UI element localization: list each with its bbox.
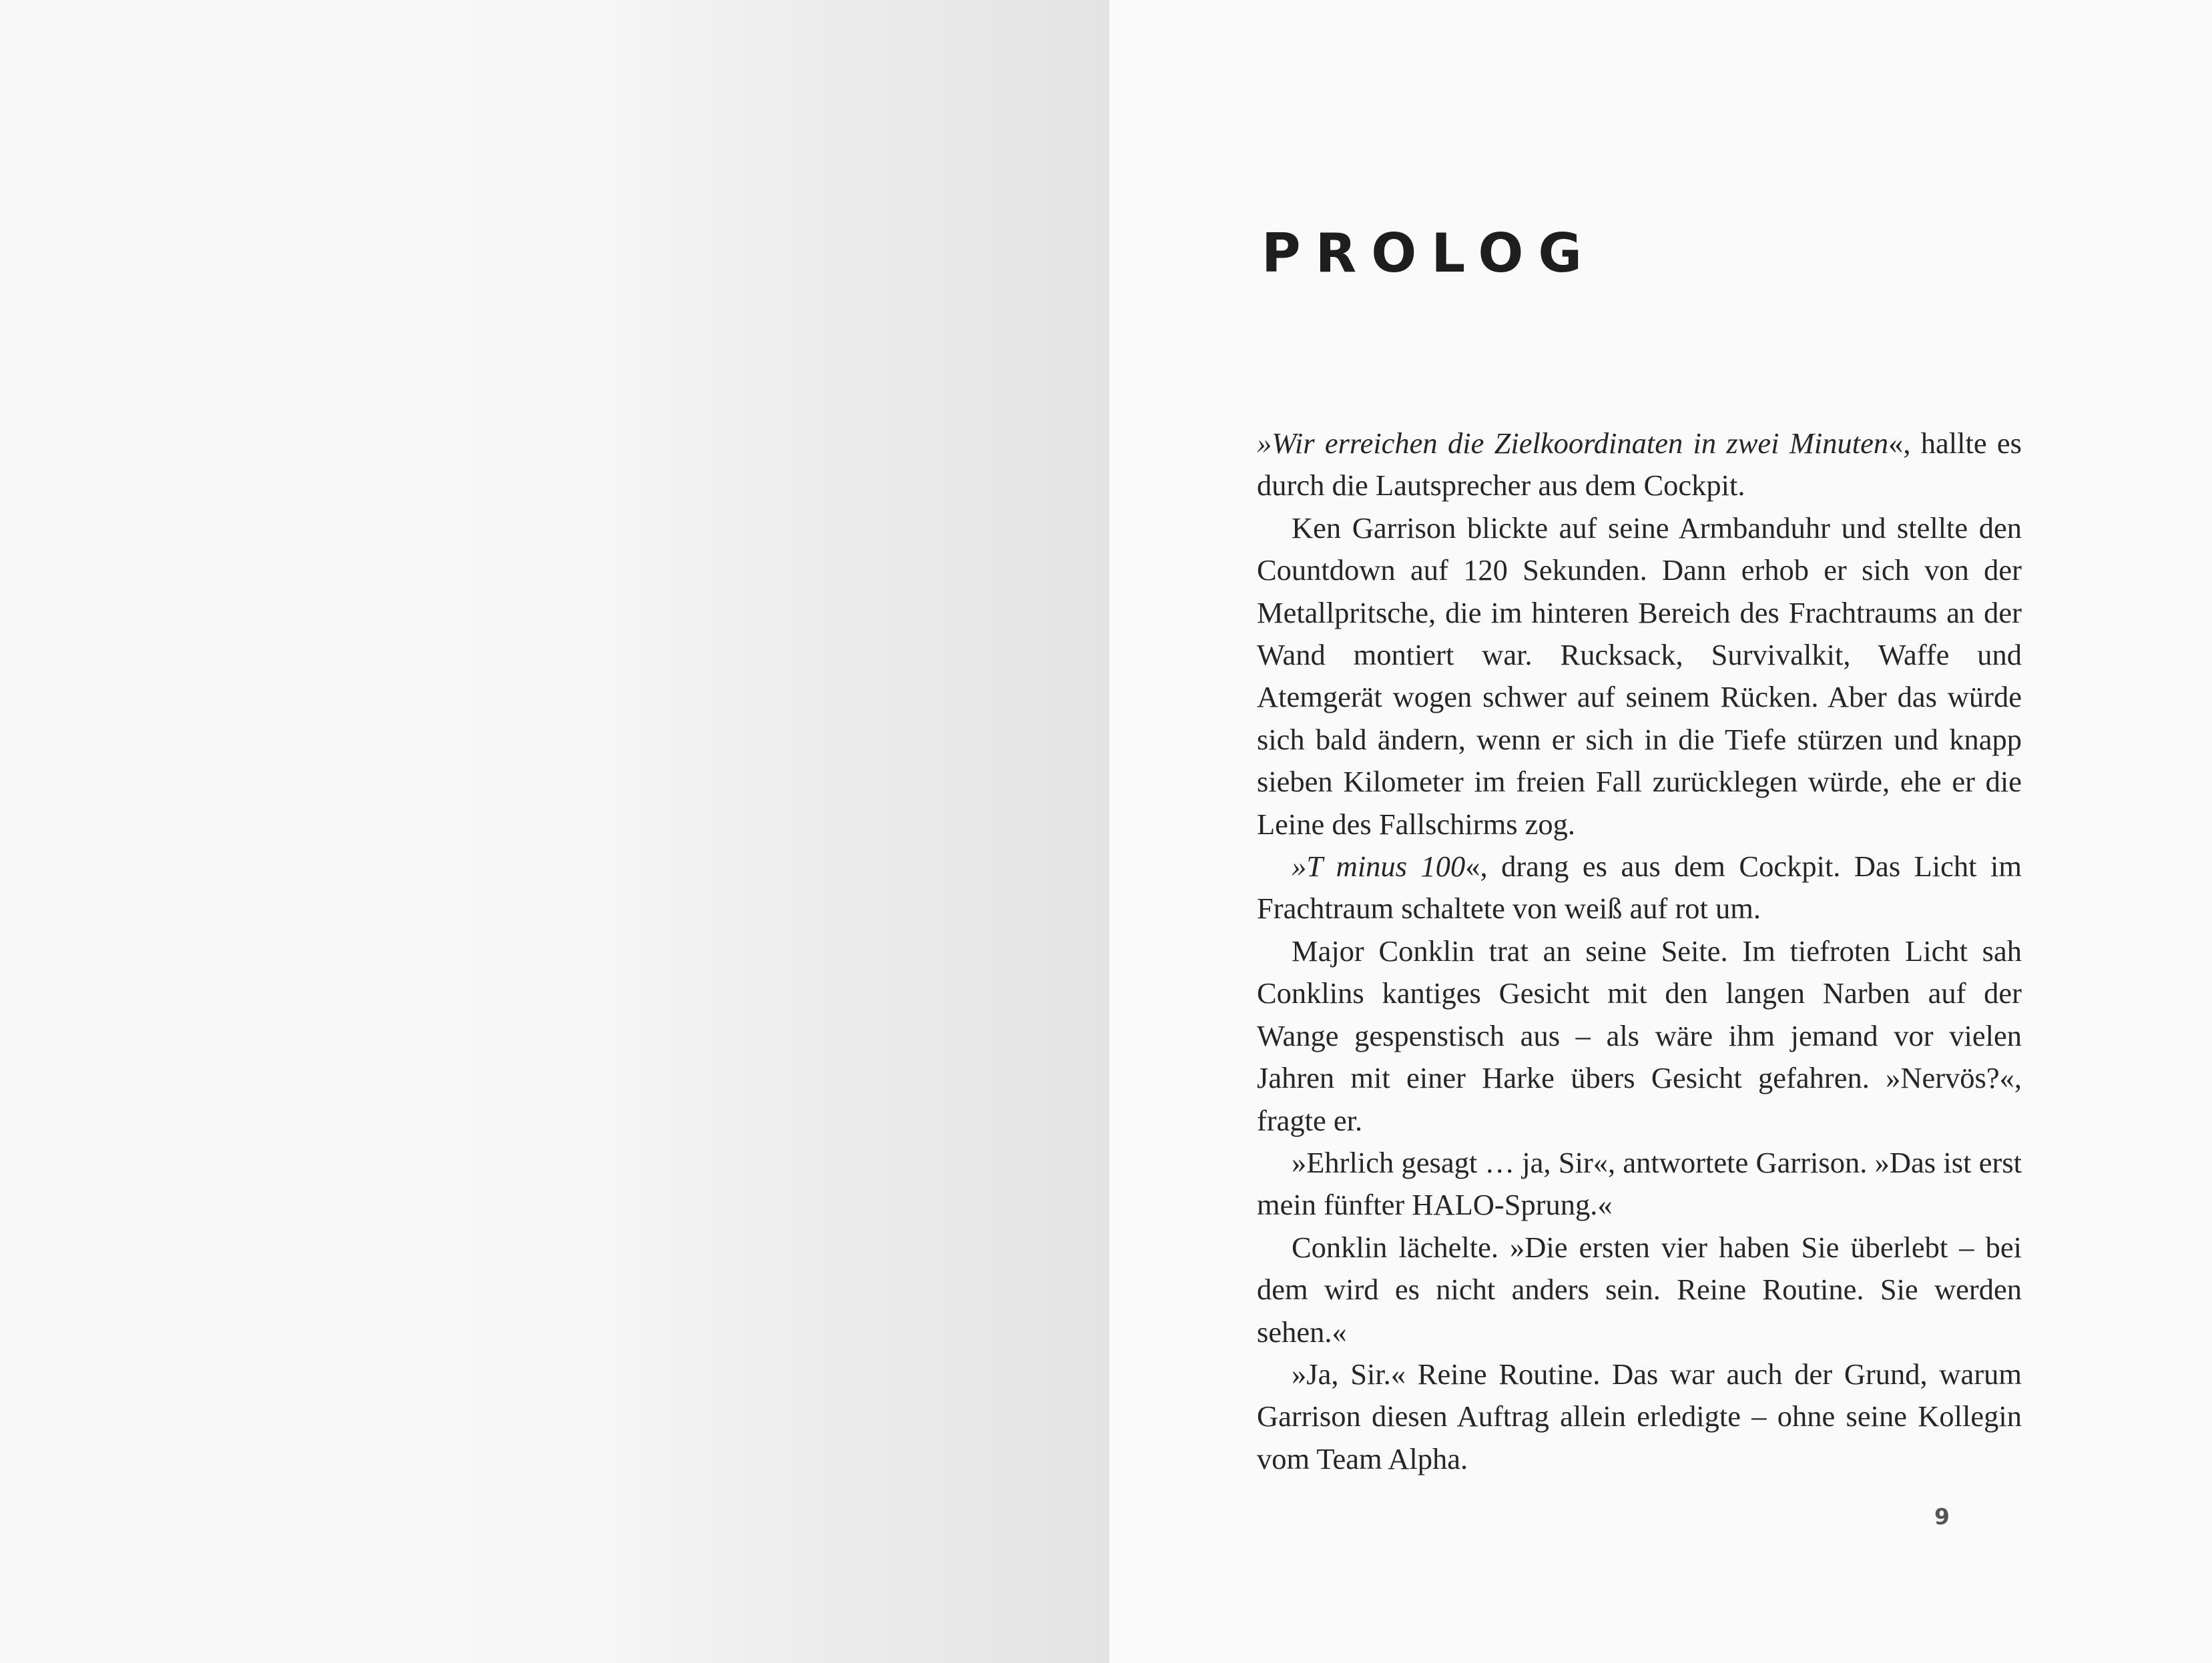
paragraph-text: «, hallte es durch die Lautsprecher aus dem Cockpit. <box>1257 426 2022 503</box>
body-text <box>1257 422 2022 1480</box>
paragraph-text: Ken Garrison blickte auf seine Armbanduhr und stellte den Countdown auf 120 Sekunden. Dann erhob er sich von der Metallpritsche, die im hinteren Bereich des Frachtraums an der Wand montiert war. Rucksack, Survivalkit, Waffe und Atemgerät wogen schwer auf seinem Rücken. Aber das würde sich bald ändern, wenn er sich in die Tiefe stürzen und knapp sieben Kilometer im freien Fall zurücklegen würde, ehe er die Leine des Fallschirms zog. <box>1257 511 2022 841</box>
paragraph-italic: »Wir erreichen die Zielkoordinaten in zwei Minuten <box>1257 426 1889 460</box>
paragraph <box>1257 422 2022 507</box>
paragraph-italic: »T minus 100 <box>1292 850 1466 884</box>
paragraph-text: Conklin lächelte. »Die ersten vier haben Sie überlebt – bei dem wird es nicht anders sein. Reine Routine. Sie werden sehen.« <box>1257 1230 2022 1349</box>
paragraph <box>1257 507 2022 846</box>
paragraph <box>1257 846 2022 930</box>
paragraph <box>1257 1353 2022 1480</box>
page-number: 9 <box>1934 1504 1950 1530</box>
paragraph-text: «, drang es aus dem Cockpit. Das Licht im Frachtraum schaltete von weiß auf rot um. <box>1257 850 2022 926</box>
paragraph <box>1257 930 2022 1142</box>
paragraph-text: »Ehrlich gesagt … ja, Sir«, antwortete Garrison. »Das ist erst mein fünfter HALO-Sprung.« <box>1257 1145 2022 1222</box>
paragraph <box>1257 1227 2022 1353</box>
chapter-title: PROLOG <box>1262 222 1597 284</box>
paragraph-text: Major Conklin trat an seine Seite. Im tiefroten Licht sah Conklins kantiges Gesicht mit den langen Narben auf der Wange gespenstisch aus – als wäre ihm jemand vor vielen Jahren mit einer Harke übers Gesicht gefahren. »Nervös?«, fragte er. <box>1257 934 2022 1137</box>
paragraph <box>1257 1142 2022 1227</box>
paragraph-text: »Ja, Sir.« Reine Routine. Das war auch der Grund, warum Garrison diesen Auftrag allein erledigte – ohne seine Kollegin vom Team Alpha. <box>1257 1357 2022 1475</box>
